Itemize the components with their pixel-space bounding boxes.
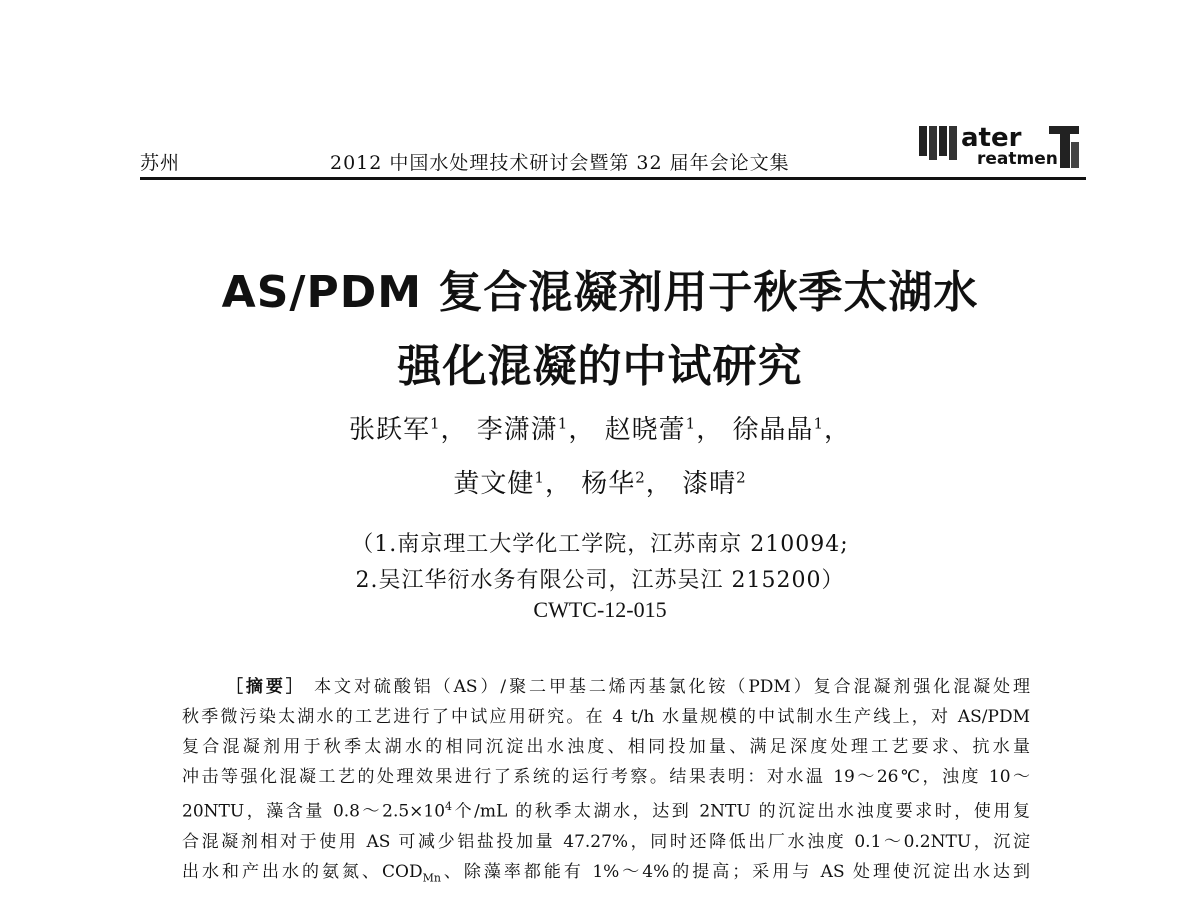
author-name: 黄文健 xyxy=(453,469,535,499)
abstract-line xyxy=(182,792,1030,827)
abstract-line: 秋季微污染太湖水的工艺进行了中试应用研究。在 4 t/h 水量规模的中试制水生产线上，对 AS/PDM xyxy=(182,707,1030,727)
author-name: 李潇潇 xyxy=(476,415,558,445)
author-affiliation-mark: 1 xyxy=(429,414,441,433)
abstract-label: ［摘要］ xyxy=(226,677,306,697)
author-affiliation-mark: 1 xyxy=(685,414,697,433)
abstract-line: 冲击等强化混凝工艺的处理效果进行了系统的运行考察。结果表明：对水温 19～26℃，浊度 10～ xyxy=(182,767,1030,787)
author-affiliation-mark: 1 xyxy=(557,414,569,433)
paper-title-line-2: 强化混凝的中试研究 xyxy=(397,341,803,392)
author-separator: ， xyxy=(440,415,468,445)
author-affiliation-mark: 1 xyxy=(534,468,545,487)
paper-title-line-1: AS/PDM 复合混凝剂用于秋季太湖水 xyxy=(221,267,979,318)
affiliation-line-2: 2.吴江华衍水务有限公司，江苏吴江 215200） xyxy=(355,568,845,593)
abstract xyxy=(182,672,1030,893)
authors-line-1 xyxy=(0,409,1200,446)
abstract-text: 出水和产出水的氨氮、COD xyxy=(182,861,423,882)
abstract-line xyxy=(182,672,1030,702)
svg-text:reatmen: reatmen xyxy=(977,149,1058,169)
abstract-line: 复合混凝剂用于秋季太湖水的相同沉淀出水浊度、相同投加量、满足深度处理工艺要求、抗水量 xyxy=(182,737,1030,757)
author-name: 徐晶晶 xyxy=(732,415,814,445)
author-name: 杨华 xyxy=(581,469,636,499)
author-affiliation-mark: 2 xyxy=(635,468,646,487)
paper-code: CWTC-12-015 xyxy=(533,597,667,622)
abstract-line: 合混凝剂相对于使用 AS 可减少铝盐投加量 47.27%，同时还降低出厂水浊度 0.1～0.2NTU，沉淀 xyxy=(182,831,1030,852)
abstract-text: 20NTU，藻含量 0.8～2.5×10 xyxy=(182,801,446,822)
author-separator: ， xyxy=(696,415,724,445)
abstract-text: 、除藻率都能有 1%～4%的提高；采用与 AS 处理使沉淀出水达到 xyxy=(440,861,1030,882)
water-treatment-logo xyxy=(915,122,1085,172)
author-separator: ， xyxy=(544,469,572,499)
author-name: 赵晓蕾 xyxy=(604,415,686,445)
author-separator: ， xyxy=(568,415,596,445)
author-name: 漆晴 xyxy=(682,469,737,499)
header-rule xyxy=(140,177,1086,180)
authors-line-2 xyxy=(0,463,1200,500)
abstract-superscript: 4 xyxy=(445,800,453,813)
author-affiliation-mark: 2 xyxy=(736,468,747,487)
abstract-line xyxy=(182,857,1030,893)
author-name: 张跃军 xyxy=(348,415,430,445)
running-header-location: 苏州 xyxy=(140,152,181,174)
author-separator: ， xyxy=(824,415,852,445)
abstract-text: 本文对硫酸铝（AS）/聚二甲基二烯丙基氯化铵（PDM）复合混凝剂强化混凝处理 xyxy=(314,677,1031,697)
running-header-proceedings: 2012 中国水处理技术研讨会暨第 32 届年会论文集 xyxy=(330,152,790,174)
abstract-text: 个/mL 的秋季太湖水，达到 2NTU 的沉淀出水浊度要求时，使用复 xyxy=(452,801,1030,822)
author-affiliation-mark: 1 xyxy=(813,414,825,433)
author-separator: ， xyxy=(645,469,673,499)
abstract-subscript: Mn xyxy=(422,871,441,885)
affiliation-line-1: （1.南京理工大学化工学院，江苏南京 210094; xyxy=(351,532,849,557)
svg-text:ater: ater xyxy=(961,123,1022,153)
